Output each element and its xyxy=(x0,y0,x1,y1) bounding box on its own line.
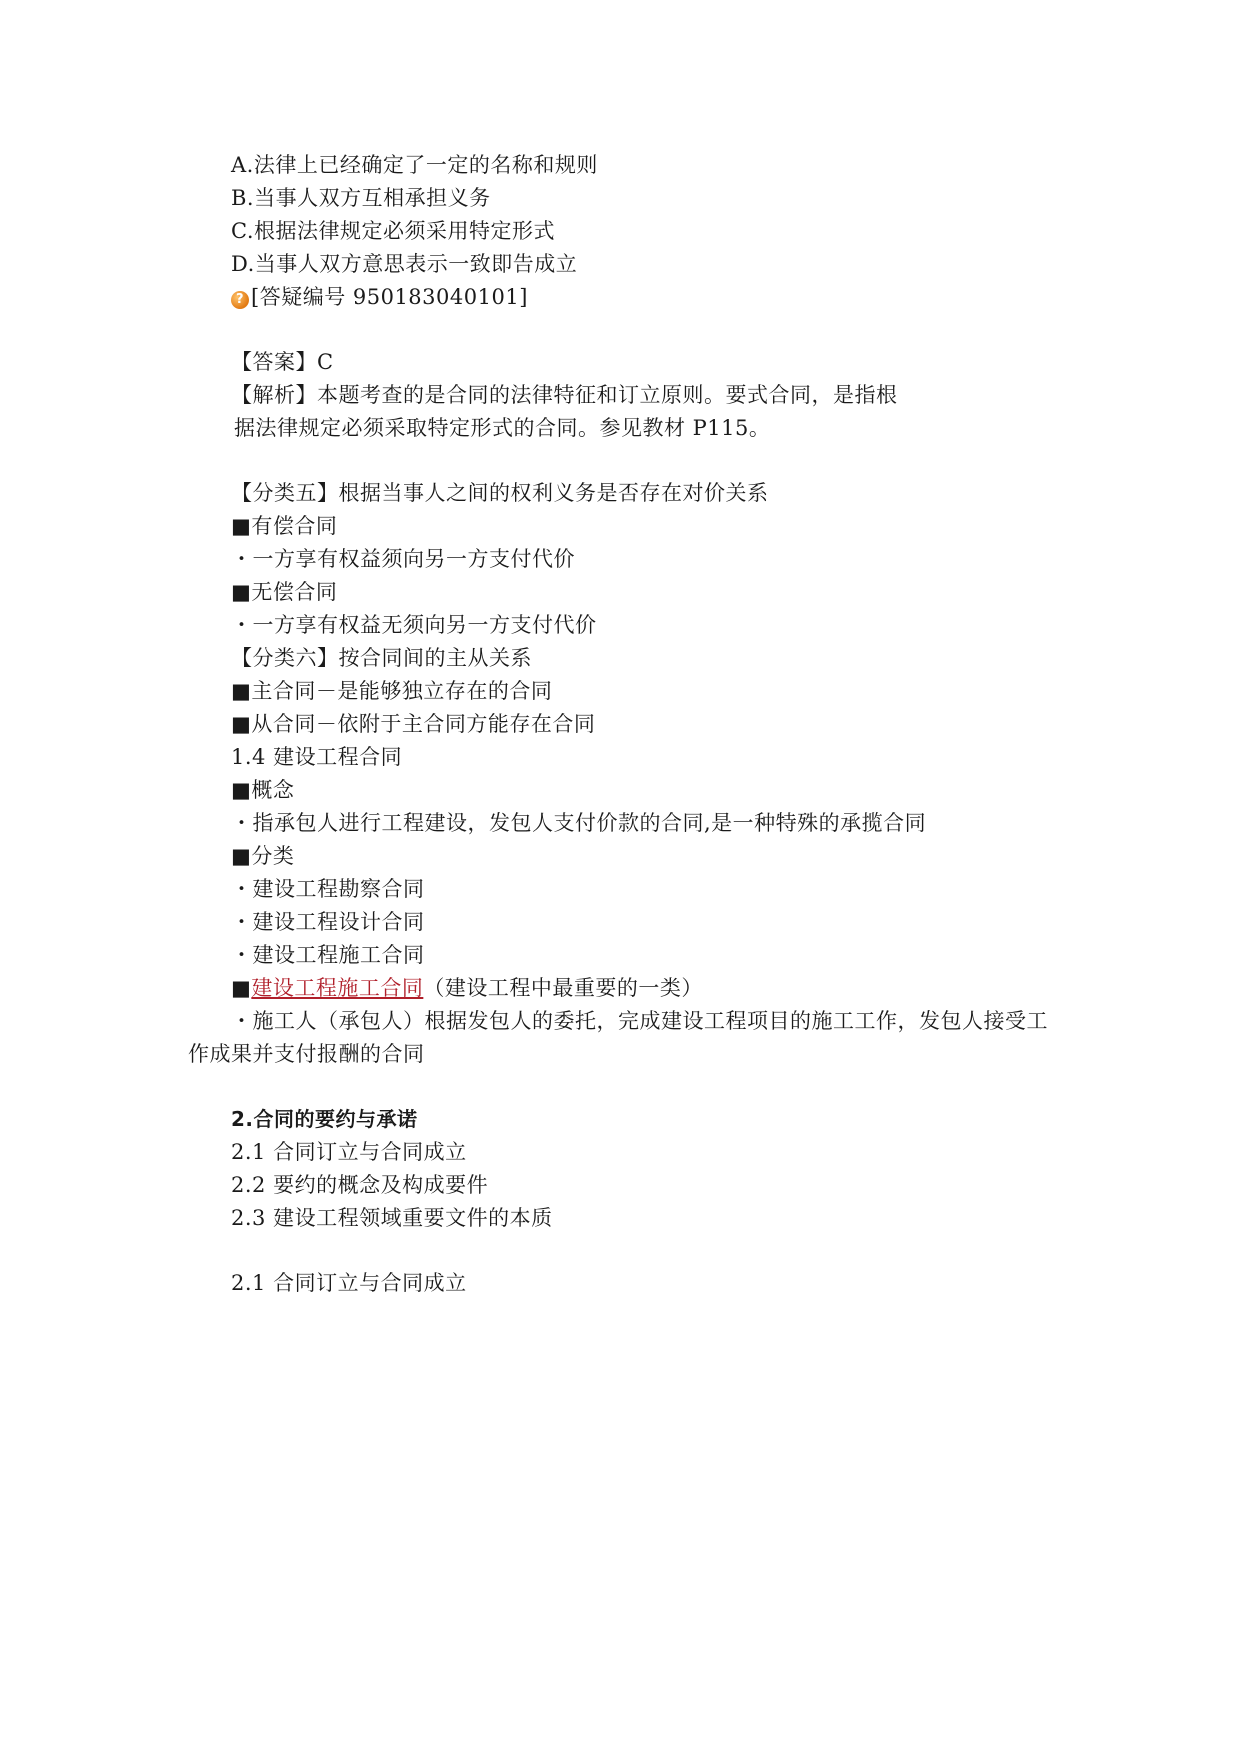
paid-contract-heading: ■有偿合同 xyxy=(231,514,338,538)
types-heading: ■分类 xyxy=(231,844,295,868)
construction-contract-link[interactable]: 建设工程施工合同 xyxy=(251,976,424,1000)
concept-heading: ■概念 xyxy=(231,778,295,802)
sub-contract-line: ■从合同－依附于主合同方能存在合同 xyxy=(231,712,596,736)
free-contract-desc: ・一方享有权益无须向另一方支付代价 xyxy=(231,613,597,637)
option-a: A.法律上已经确定了一定的名称和规则 xyxy=(231,153,598,177)
construction-contract-line xyxy=(231,975,703,1001)
option-c: C.根据法律规定必须采用特定形式 xyxy=(231,219,555,243)
concept-desc: ・指承包人进行工程建设，发包人支付价款的合同,是一种特殊的承揽合同 xyxy=(231,811,927,835)
option-b: B.当事人双方互相承担义务 xyxy=(231,186,491,210)
qa-code-text[interactable]: [答疑编号 950183040101] xyxy=(251,285,528,309)
construction-desc-line-2: 作成果并支付报酬的合同 xyxy=(188,1042,425,1066)
category6-title: 【分类六】按合同间的主从关系 xyxy=(231,646,532,670)
section-2-title: 2.合同的要约与承诺 xyxy=(231,1107,418,1131)
section-2-item: 2.1 合同订立与合同成立 xyxy=(231,1140,467,1164)
analysis-line-2: 据法律规定必须采取特定形式的合同。参见教材 P115。 xyxy=(234,416,771,440)
type-item: ・建设工程设计合同 xyxy=(231,910,425,934)
type-item: ・建设工程施工合同 xyxy=(231,943,425,967)
type-item: ・建设工程勘察合同 xyxy=(231,877,425,901)
free-contract-heading: ■无偿合同 xyxy=(231,580,338,604)
paid-contract-desc: ・一方享有权益须向另一方支付代价 xyxy=(231,547,575,571)
analysis-line-1: 【解析】本题考查的是合同的法律特征和订立原则。要式合同，是指根 xyxy=(231,383,898,407)
section-2-item: 2.3 建设工程领域重要文件的本质 xyxy=(231,1206,553,1230)
section-1-4-title: 1.4 建设工程合同 xyxy=(231,745,403,769)
qa-code-line xyxy=(231,284,528,310)
square-bullet: ■ xyxy=(231,976,252,1000)
category5-title: 【分类五】根据当事人之间的权利义务是否存在对价关系 xyxy=(231,481,769,505)
section-2-item: 2.2 要约的概念及构成要件 xyxy=(231,1173,489,1197)
construction-contract-note: （建设工程中最重要的一类） xyxy=(423,976,703,1000)
answer-label: 【答案】C xyxy=(231,350,334,374)
help-icon[interactable]: ? xyxy=(231,291,249,309)
option-d: D.当事人双方意思表示一致即告成立 xyxy=(231,252,578,276)
construction-desc-line-1: ・施工人（承包人）根据发包人的委托，完成建设工程项目的施工工作，发包人接受工 xyxy=(231,1009,1048,1033)
section-2-1-subhead: 2.1 合同订立与合同成立 xyxy=(231,1271,467,1295)
main-contract-line: ■主合同－是能够独立存在的合同 xyxy=(231,679,553,703)
